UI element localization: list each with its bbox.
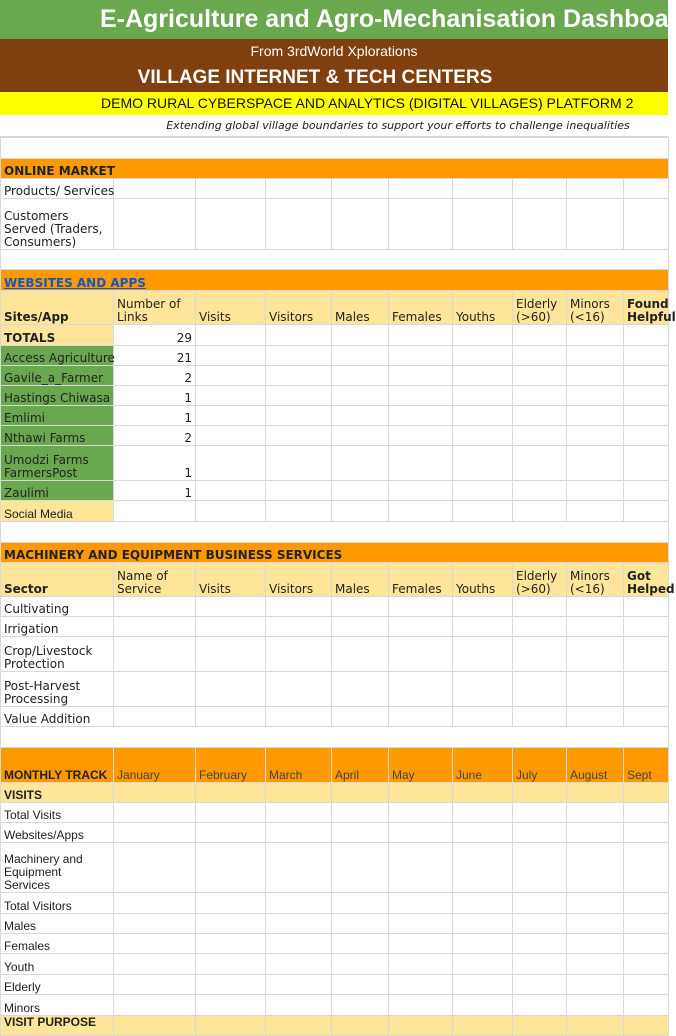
metric-label[interactable]: Youth [1,954,114,975]
table-row [1,346,669,366]
visit-purpose-label[interactable]: VISIT PURPOSE [1,1016,114,1036]
table-row [1,954,669,975]
websites-title-link[interactable]: WEBSITES AND APPS [4,276,146,290]
table-row [1,637,669,672]
data-grid [0,137,676,1036]
metric-label[interactable]: Machinery and Equipment Services [1,843,114,893]
metric-label[interactable]: Websites/Apps [1,823,114,843]
col-header[interactable]: Males [332,563,389,597]
metric-label[interactable]: Males [1,914,114,934]
col-header[interactable]: Visitors [266,563,332,597]
table-row [1,893,669,914]
month-header[interactable]: May [389,748,453,783]
month-header[interactable]: March [266,748,332,783]
monthly-title[interactable]: MONTHLY TRACK [1,748,114,783]
site-name[interactable]: Nthawi Farms [1,426,114,446]
site-name[interactable]: Access Agriculture [1,346,114,366]
table-row [1,934,669,954]
visits-subheader [1,783,669,803]
demo-banner: DEMO RURAL CYBERSPACE AND ANALYTICS (DIGITAL VILLAGES) PLATFORM 2 [0,92,668,115]
col-header[interactable]: Youths [453,563,513,597]
row-label[interactable]: Products/ Services [1,179,114,199]
sector-label[interactable]: Cultivating [1,597,114,617]
col-header[interactable]: Found Helpful [624,291,669,325]
col-header[interactable]: Sector [1,563,114,597]
spacer-row [1,138,669,159]
site-name[interactable]: Gavile_a_Farmer [1,366,114,386]
machinery-title[interactable]: MACHINERY AND EQUIPMENT BUSINESS SERVICES [1,543,669,563]
col-header[interactable]: Minors (<16) [567,563,624,597]
col-header[interactable]: Elderly (>60) [513,563,567,597]
month-header[interactable]: July [513,748,567,783]
tagline: Extending global village boundaries to support your efforts to challenge inequalities [0,115,668,137]
table-row [1,803,669,823]
dashboard-title: E-Agriculture and Agro-Mechanisation Dashboa [0,0,668,39]
col-header[interactable]: Youths [453,291,513,325]
site-name[interactable]: Umodzi Farms FarmersPost [1,446,114,481]
link-count[interactable]: 1 [114,446,196,481]
table-row [1,481,669,501]
month-header[interactable]: February [196,748,266,783]
table-row [1,672,669,707]
col-header[interactable]: Males [332,291,389,325]
site-name[interactable]: Hastings Chiwasa [1,386,114,406]
month-header[interactable]: June [453,748,513,783]
machinery-column-headers [1,563,669,597]
month-header[interactable]: January [114,748,196,783]
col-header[interactable]: Elderly (>60) [513,291,567,325]
list-item [1,179,669,199]
col-header[interactable]: Females [389,291,453,325]
col-header[interactable]: Number of Links [114,291,196,325]
table-row [1,617,669,637]
metric-label[interactable]: Total Visits [1,803,114,823]
metric-label[interactable]: Females [1,934,114,954]
table-row [1,446,669,481]
month-header[interactable]: August [567,748,624,783]
table-row [1,914,669,934]
sector-label[interactable]: Post-Harvest Processing [1,672,114,707]
col-header[interactable]: Got Helped [624,563,669,597]
social-media-label[interactable]: Social Media [1,501,114,522]
visits-label[interactable]: VISITS [1,783,114,803]
table-row [1,707,669,727]
table-row [1,426,669,446]
link-count[interactable]: 21 [114,346,196,366]
metric-label[interactable]: Minors [1,995,114,1016]
col-header[interactable]: Visits [196,291,266,325]
metric-label[interactable]: Elderly [1,975,114,995]
spacer-row [1,250,669,270]
table-row [1,406,669,426]
table-row [1,366,669,386]
websites-header [1,270,669,291]
centers-heading: VILLAGE INTERNET & TECH CENTERS [0,63,668,92]
link-count[interactable]: 1 [114,386,196,406]
site-name[interactable]: Zaulimi [1,481,114,501]
visit-purpose-header [1,1016,669,1036]
link-count[interactable]: 2 [114,426,196,446]
table-row [1,823,669,843]
col-header[interactable]: Visitors [266,291,332,325]
online-market-title[interactable]: ONLINE MARKET [1,159,669,179]
site-name[interactable]: Emlimi [1,406,114,426]
totals-label[interactable]: TOTALS [1,325,114,346]
sector-label[interactable]: Value Addition [1,707,114,727]
online-market-header [1,159,669,179]
monthly-header [1,748,669,783]
spacer-row [1,727,669,748]
table-row [1,975,669,995]
col-header[interactable]: Minors (<16) [567,291,624,325]
sector-label[interactable]: Crop/Livestock Protection [1,637,114,672]
link-count[interactable]: 1 [114,406,196,426]
table-row [1,843,669,893]
dashboard-subtitle: From 3rdWorld Xplorations [0,39,668,63]
col-header[interactable]: Females [389,563,453,597]
col-header[interactable]: Sites/App [1,291,114,325]
table-row [1,501,669,522]
table-row [1,386,669,406]
metric-label[interactable]: Total Visitors [1,893,114,914]
link-count[interactable]: 1 [114,481,196,501]
websites-column-headers [1,291,669,325]
machinery-header [1,543,669,563]
list-item [1,199,669,250]
col-header[interactable]: Name of Service [114,563,196,597]
sector-label[interactable]: Irrigation [1,617,114,637]
month-header[interactable]: April [332,748,389,783]
totals-row [1,325,669,346]
spacer-row [1,522,669,543]
table-row [1,995,669,1016]
month-header[interactable]: Sept [624,748,669,783]
col-header[interactable]: Visits [196,563,266,597]
link-count[interactable]: 2 [114,366,196,386]
totals-value[interactable]: 29 [114,325,196,346]
row-label[interactable]: Customers Served (Traders, Consumers) [1,199,114,250]
table-row [1,597,669,617]
